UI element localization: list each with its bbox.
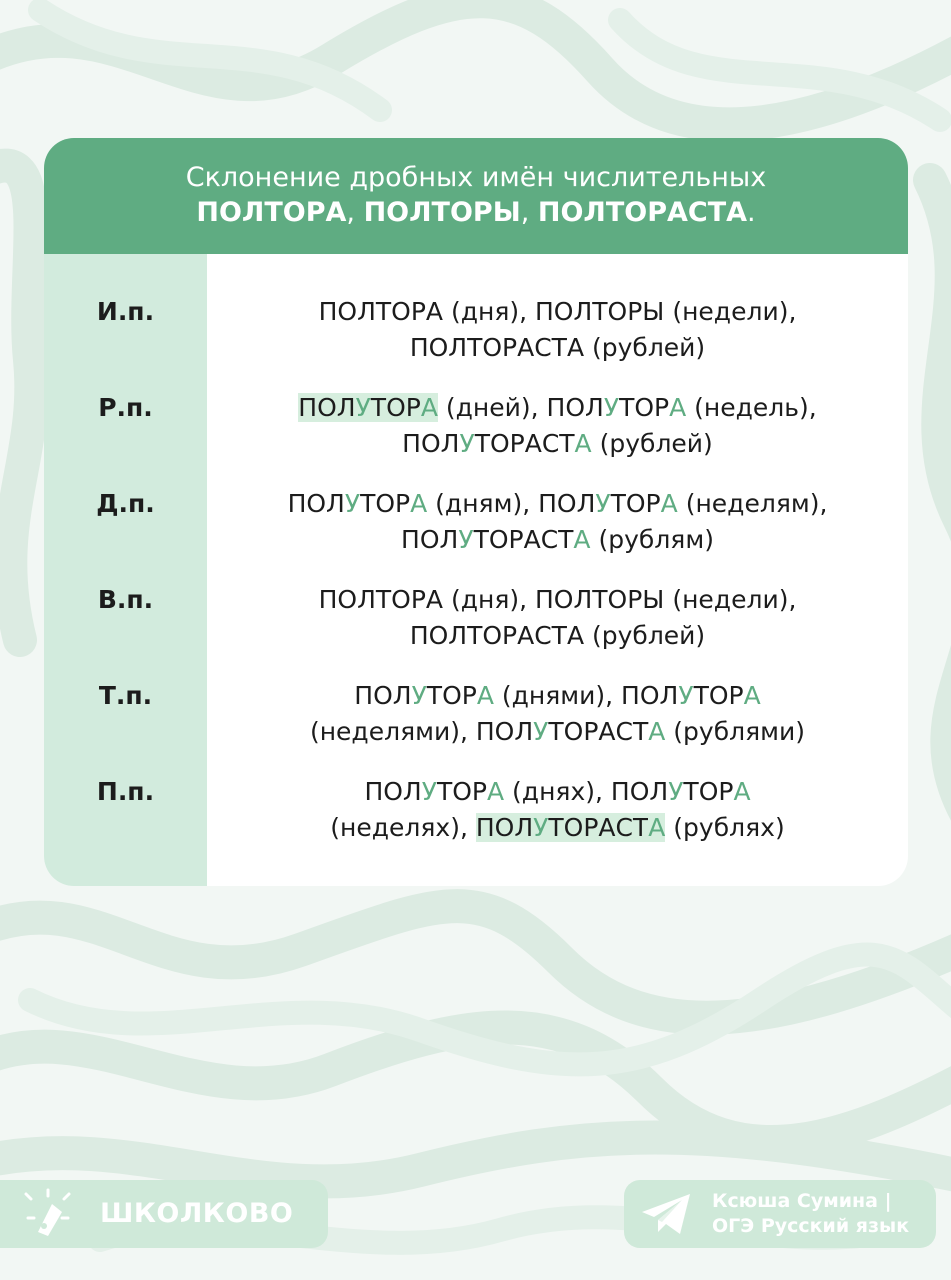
stressed-letter: А [420,393,438,422]
header-title-part: ПОЛТОРА [196,197,347,228]
stressed-letter: А [669,393,687,422]
forms-line [207,618,908,654]
stressed-letter: А [648,717,666,746]
declension-row [44,390,908,470]
form-text: ПОЛ [354,681,412,710]
form-text: (рублям) [590,525,714,554]
forms-line [207,294,908,330]
form-text: (рублями) [665,717,806,746]
form-text: (дней), ПОЛ [437,393,604,422]
declension-card [44,138,908,886]
case-forms [207,390,908,462]
case-label: Т.п. [98,681,153,710]
stressed-letter: А [476,681,494,710]
author-name: Ксюша Сумина | [712,1190,892,1212]
form-text: ТОР [610,489,661,518]
stressed-letter: У [421,777,437,806]
case-forms [207,486,908,558]
stressed-letter: А [410,489,428,518]
stressed-letter: А [648,813,666,842]
header-title-line1: Склонение дробных имён числительных [185,162,767,193]
declension-row [44,678,908,758]
form-text: (дням), ПОЛ [427,489,596,518]
form-text: ТОРАСТ [548,717,649,746]
brand-name: ШКОЛКОВО [100,1198,294,1229]
case-label: Д.п. [96,489,155,518]
stressed-letter: У [668,777,684,806]
stressed-letter: У [458,525,474,554]
stressed-letter: У [678,681,694,710]
brand-badge [0,1180,328,1248]
stressed-letter: У [344,489,361,518]
form-text: ПОЛТОРА (дня), ПОЛТОРЫ (недели), [318,585,797,614]
form-text: (рублях) [665,813,785,842]
header-title-line2 [44,195,908,230]
case-forms [207,294,908,366]
header-title-part: , [346,197,364,228]
author-badge [624,1180,936,1248]
stressed-letter: А [743,681,761,710]
school-logo-icon [22,1188,74,1240]
forms-line [207,774,908,810]
stressed-letter: У [533,717,549,746]
case-forms [207,582,908,654]
form-text: ТОР [360,489,411,518]
case-label: И.п. [96,297,155,326]
telegram-icon [640,1190,692,1238]
form-text: (днях), ПОЛ [504,777,669,806]
form-text: (днями), ПОЛ [493,681,679,710]
form-text: ПОЛ [401,525,459,554]
stressed-letter: У [595,489,611,518]
form-text: ТОР [436,777,487,806]
case-forms [207,774,908,846]
forms-line [207,714,908,750]
form-text: ТОР [426,681,477,710]
stressed-letter: А [660,489,678,518]
stressed-letter: У [355,393,371,422]
forms-line [207,582,908,618]
declension-row [44,774,908,854]
case-label: П.п. [96,777,155,806]
stressed-letter: У [411,681,427,710]
form-text: ТОР [619,393,670,422]
author-course: ОГЭ Русский язык [712,1215,910,1237]
header-title-part: , [520,197,538,228]
stressed-letter: У [459,429,475,458]
card-header [44,138,908,254]
stressed-letter: А [486,777,505,806]
form-text: ТОРАСТ [473,525,574,554]
forms-line [207,486,908,522]
form-text: ТОР [370,393,421,422]
form-text: (неделях), [330,813,476,842]
form-text: ТОР [693,681,744,710]
form-text: ПОЛ [475,813,534,842]
case-label: В.п. [97,585,154,614]
declension-row [44,486,908,566]
stressed-letter: У [603,393,620,422]
case-forms [207,678,908,750]
case-label: Р.п. [98,393,153,422]
forms-line [207,390,908,426]
stressed-letter: У [533,813,549,842]
stressed-letter: А [573,525,591,554]
form-text: ТОРАСТ [548,813,649,842]
stressed-letter: А [733,777,751,806]
forms-line [207,522,908,558]
header-title-part: ПОЛТОРАСТА [537,197,748,228]
stressed-letter: А [574,429,592,458]
form-text: ПОЛТОРАСТА (рублей) [409,333,706,362]
form-text: (рублей) [591,429,713,458]
form-text: (неделями), ПОЛ [309,717,534,746]
forms-line [207,810,908,846]
author-info [712,1189,909,1239]
forms-line [207,426,908,462]
form-text: ПОЛТОРАСТА (рублей) [409,621,706,650]
form-text: ТОР [683,777,734,806]
form-text: ПОЛ [364,777,422,806]
form-text: ПОЛТОРА (дня), ПОЛТОРЫ (недели), [318,297,797,326]
header-title-part: ПОЛТОРЫ [363,197,521,228]
form-text: ПОЛ [402,429,460,458]
form-text: (неделям), [677,489,828,518]
form-text: ТОРАСТ [474,429,575,458]
form-text: ПОЛ [298,393,356,422]
header-title-part: . [747,197,756,228]
form-text: ПОЛ [287,489,345,518]
declension-row [44,582,908,662]
forms-line [207,330,908,366]
forms-line [207,678,908,714]
form-text: (недель), [686,393,817,422]
declension-row [44,294,908,374]
